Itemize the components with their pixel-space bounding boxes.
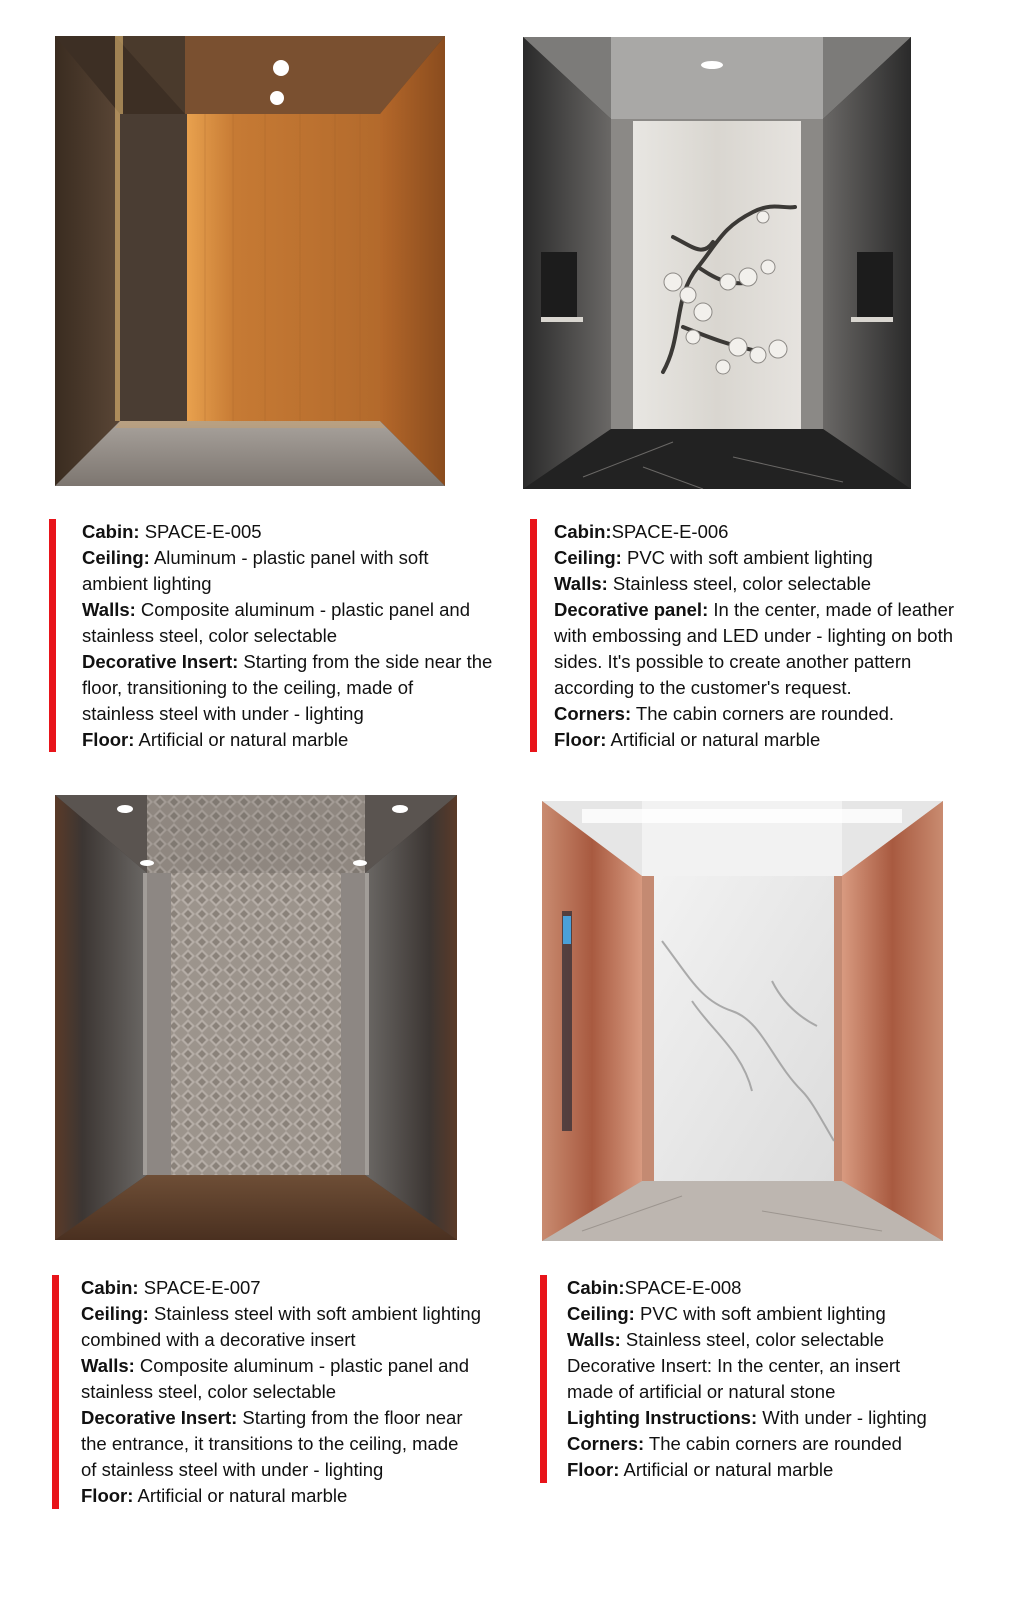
spec-line: Ceiling: Stainless steel with soft ambient lighting [81,1303,481,1324]
cabin-photo-007 [55,795,457,1240]
spec-line: Floor: Artificial or natural marble [554,729,821,750]
spec-line: with embossing and LED under - lighting on both [554,625,954,646]
spec-line: Cabin:SPACE-E-006 [554,521,729,542]
spec-line: of stainless steel with under - lighting [81,1459,384,1480]
spec-line: combined with a decorative insert [81,1329,356,1350]
spec-line: Walls: Composite aluminum - plastic panel and [82,599,470,620]
spec-line: Cabin:SPACE-E-008 [567,1277,742,1298]
cabin-photo-006 [523,37,911,489]
spec-line: ambient lighting [82,573,212,594]
spec-line: sides. It's possible to create another pattern [554,651,912,672]
spec-line: Decorative panel: In the center, made of leather [554,599,955,620]
spec-block-005 [49,519,519,752]
spec-line: Floor: Artificial or natural marble [81,1485,348,1506]
spec-line: Ceiling: PVC with soft ambient lighting [567,1303,886,1324]
cabin-photo-008 [542,801,943,1241]
spec-line: Walls: Stainless steel, color selectable [567,1329,885,1350]
spec-line: Decorative Insert: Starting from the side near the [82,651,493,672]
spec-line: Ceiling: Aluminum - plastic panel with soft [82,547,429,568]
spec-line: Decorative Insert: Starting from the floor near [81,1407,463,1428]
spec-line: Walls: Stainless steel, color selectable [554,573,872,594]
spec-line: Floor: Artificial or natural marble [567,1459,834,1480]
spec-line: Cabin: SPACE-E-007 [81,1277,261,1298]
spec-line: floor, transitioning to the ceiling, made of [82,677,414,698]
spec-line: Lighting Instructions: With under - lighting [567,1407,927,1428]
spec-line: Decorative Insert: In the center, an insert [567,1355,901,1376]
spec-line: Cabin: SPACE-E-005 [82,521,262,542]
spec-line: made of artificial or natural stone [567,1381,836,1402]
spec-line: Floor: Artificial or natural marble [82,729,349,750]
spec-block-007 [52,1275,522,1509]
spec-line: stainless steel, color selectable [82,625,338,646]
spec-block-006 [530,519,1000,752]
accent-bar [49,519,56,752]
spec-line: the entrance, it transitions to the ceiling, made [81,1433,459,1454]
accent-bar [530,519,537,752]
spec-line: Ceiling: PVC with soft ambient lighting [554,547,873,568]
spec-line: Corners: The cabin corners are rounded [567,1433,902,1454]
cabin-photo-005 [55,36,445,486]
spec-line: Walls: Composite aluminum - plastic panel and [81,1355,469,1376]
accent-bar [52,1275,59,1509]
spec-line: Corners: The cabin corners are rounded. [554,703,895,724]
spec-line: stainless steel with under - lighting [82,703,364,724]
spec-line: according to the customer's request. [554,677,852,698]
spec-block-008 [540,1275,1000,1483]
spec-line: stainless steel, color selectable [81,1381,337,1402]
accent-bar [540,1275,547,1483]
